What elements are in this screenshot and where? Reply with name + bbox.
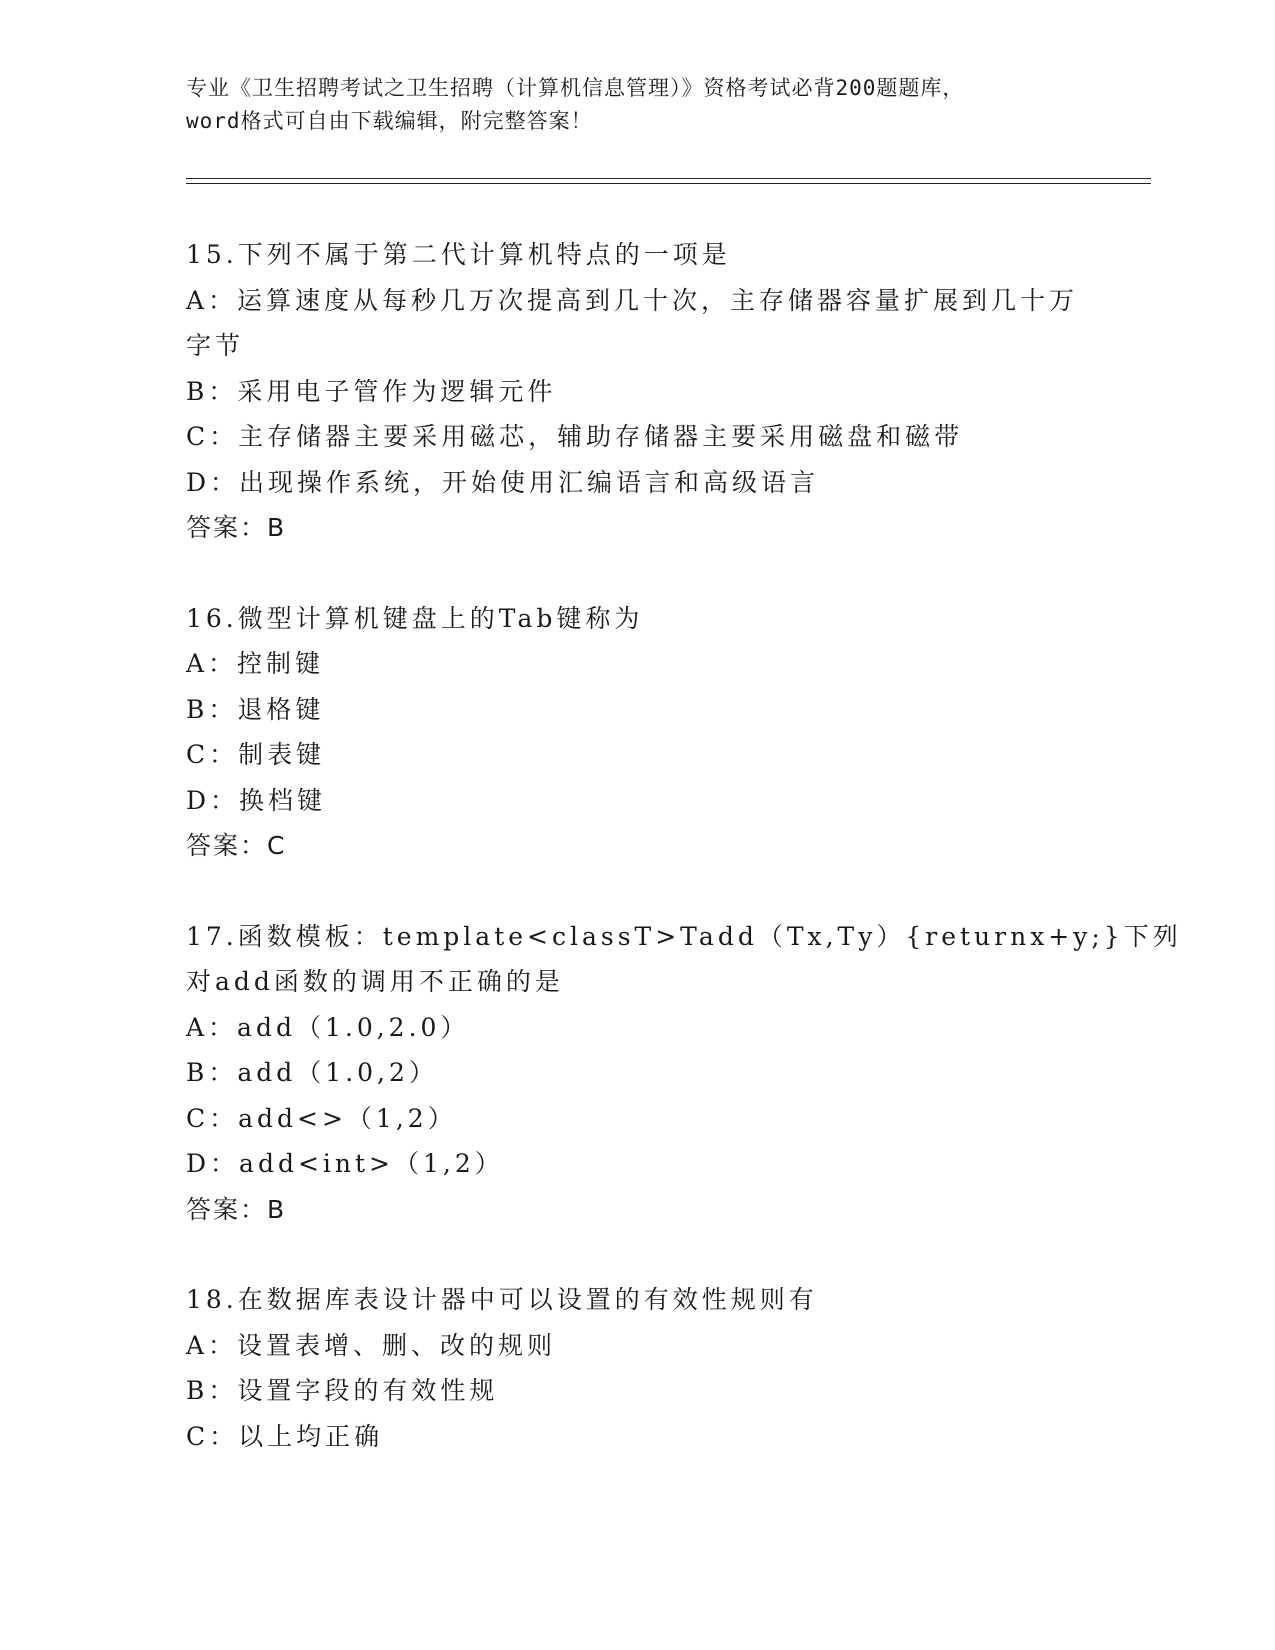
answer: 答案：B [186,1194,287,1224]
option-c: C：add<>（1,2） [186,1103,457,1133]
question-stem: 16.微型计算机键盘上的Tab键称为 [186,603,644,633]
option-a: A：add（1.0,2.0） [186,1012,470,1042]
question-18 [186,1277,1146,1459]
option-a: A：运算速度从每秒几万次提高到几十次，主存储器容量扩展到几十万 [186,285,1079,315]
document-header [186,72,1106,138]
question-15 [186,232,1146,551]
answer: 答案：B [186,513,287,542]
option-d: D：出现操作系统，开始使用汇编语言和高级语言 [186,467,820,497]
question-stem: 15.下列不属于第二代计算机特点的一项是 [186,240,731,269]
question-17 [186,914,1182,1233]
option-c: C：制表键 [186,740,326,769]
option-b: B：退格键 [186,694,325,724]
header-line-2: word格式可自由下载编辑，附完整答案！ [186,109,593,133]
question-list [186,232,1182,1504]
answer: 答案：C [186,831,287,860]
option-c: C：主存储器主要采用磁芯，辅助存储器主要采用磁盘和磁带 [186,422,964,451]
option-d: D：add<int>（1,2） [186,1149,504,1178]
option-d: D：换档键 [186,785,327,815]
option-a: A：控制键 [186,649,325,678]
option-b: B：采用电子管作为逻辑元件 [186,376,557,406]
option-a: A：设置表增、删、改的规则 [186,1330,557,1360]
question-stem: 17.函数模板：template<classT>Tadd（Tx,Ty）{returnx+y;}下列 [186,921,1182,951]
option-c: C：以上均正确 [186,1421,384,1451]
question-stem: 18.在数据库表设计器中可以设置的有效性规则有 [186,1285,818,1314]
option-b: B：设置字段的有效性规 [186,1376,499,1405]
header-line-1: 专业《卫生招聘考试之卫生招聘（计算机信息管理）》资格考试必背200题题库， [186,76,965,100]
question-stem-continued: 对add函数的调用不正确的是 [186,967,564,996]
option-a-continued: 字节 [186,331,245,360]
header-divider-top [186,178,1151,179]
option-b: B：add（1.0,2） [186,1058,438,1087]
header-divider-bottom [186,183,1151,184]
question-16 [186,596,1146,869]
